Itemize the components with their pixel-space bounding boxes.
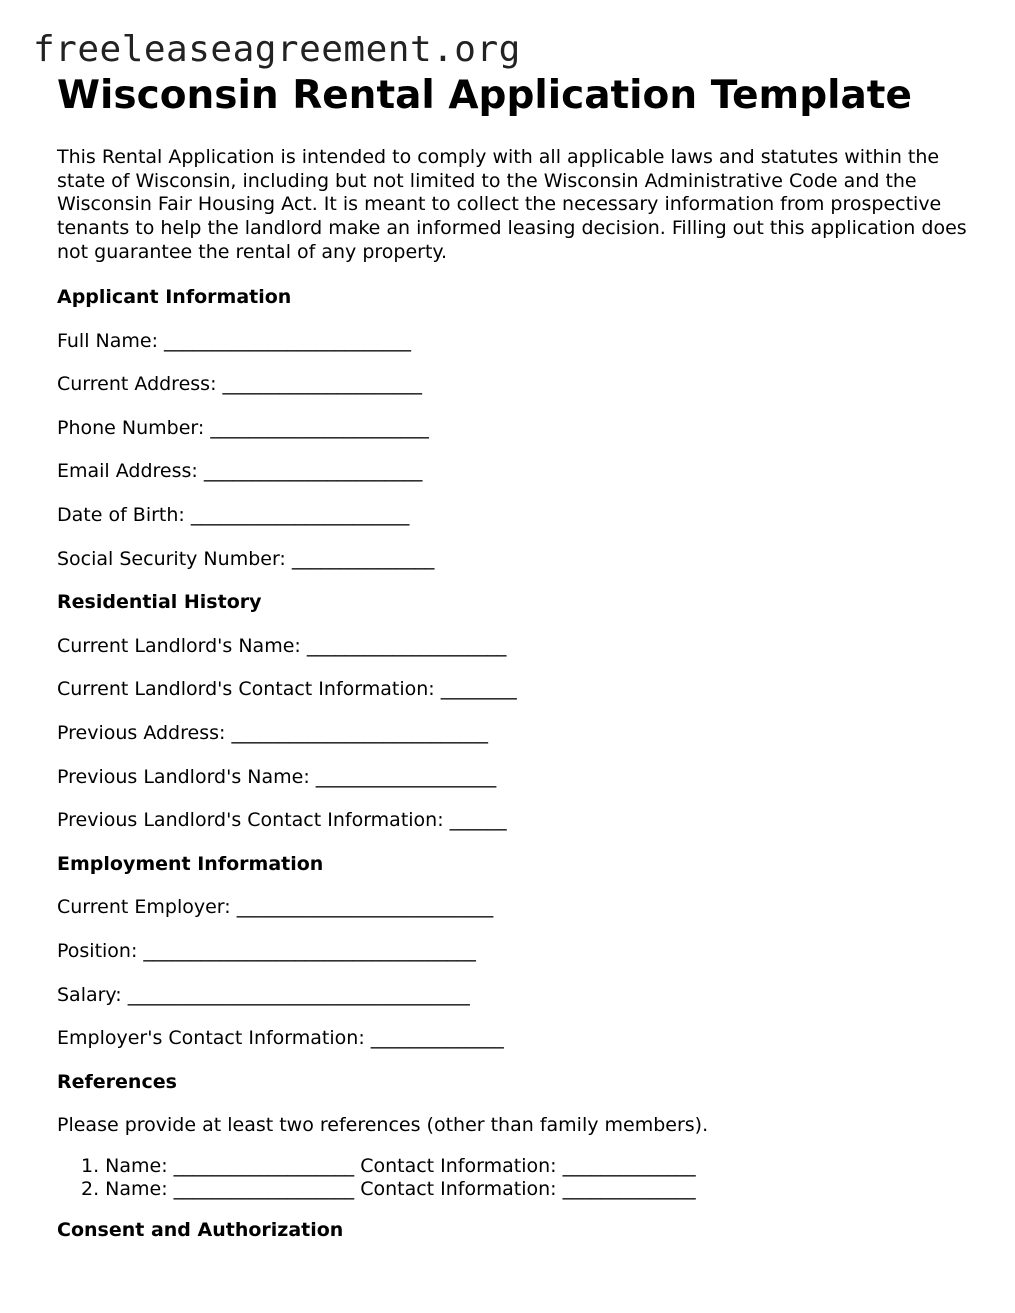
social-security-number-field[interactable]: Social Security Number: _______________ xyxy=(57,547,435,570)
reference-item-2[interactable]: 2. Name: ___________________ Contact Information: ______________ xyxy=(81,1178,696,1201)
previous-address-field[interactable]: Previous Address: ___________________________ xyxy=(57,721,488,744)
residential-history-heading: Residential History xyxy=(57,591,262,614)
previous-landlord-contact-field[interactable]: Previous Landlord's Contact Information: ______ xyxy=(57,809,507,832)
applicant-information-heading: Applicant Information xyxy=(57,286,292,308)
employment-information-heading: Employment Information xyxy=(57,852,324,875)
email-address-field[interactable]: Email Address: _______________________ xyxy=(57,460,423,483)
phone-number-field[interactable]: Phone Number: _______________________ xyxy=(57,416,429,439)
references-note: Please provide at least two references (other than family members). xyxy=(57,1114,709,1137)
position-field[interactable]: Position: ___________________________________ xyxy=(57,939,476,962)
reference-item-1[interactable]: 1. Name: ___________________ Contact Information: ______________ xyxy=(81,1154,696,1177)
watermark: freeleaseagreement.org xyxy=(33,29,521,70)
current-employer-field[interactable]: Current Employer: ___________________________ xyxy=(57,896,494,919)
full-name-field[interactable]: Full Name: __________________________ xyxy=(57,329,412,352)
previous-landlord-name-field[interactable]: Previous Landlord's Name: ___________________ xyxy=(57,765,497,788)
employer-contact-field[interactable]: Employer's Contact Information: ______________ xyxy=(57,1027,504,1050)
form-content xyxy=(57,283,967,1260)
salary-field[interactable]: Salary: ____________________________________ xyxy=(57,983,470,1006)
intro-paragraph: This Rental Application is intended to comply with all applicable laws and statutes within the state of Wisconsin, including but not limited to the Wisconsin Administrative Code and the Wisconsin Fair Housing Act. It is meant to collect the necessary information from prospective tenants to help the landlord make an informed leasing decision. Filling out this application does not guarantee the rental of any property. xyxy=(57,146,967,263)
current-landlord-contact-field[interactable]: Current Landlord's Contact Information: ________ xyxy=(57,678,517,701)
current-landlord-name-field[interactable]: Current Landlord's Name: _____________________ xyxy=(57,634,507,657)
consent-authorization-heading: Consent and Authorization xyxy=(57,1219,344,1242)
references-list xyxy=(57,1155,967,1202)
current-address-field[interactable]: Current Address: _____________________ xyxy=(57,373,423,396)
document-title: Wisconsin Rental Application Template xyxy=(57,73,912,118)
references-heading: References xyxy=(57,1070,177,1093)
date-of-birth-field[interactable]: Date of Birth: _______________________ xyxy=(57,503,410,526)
